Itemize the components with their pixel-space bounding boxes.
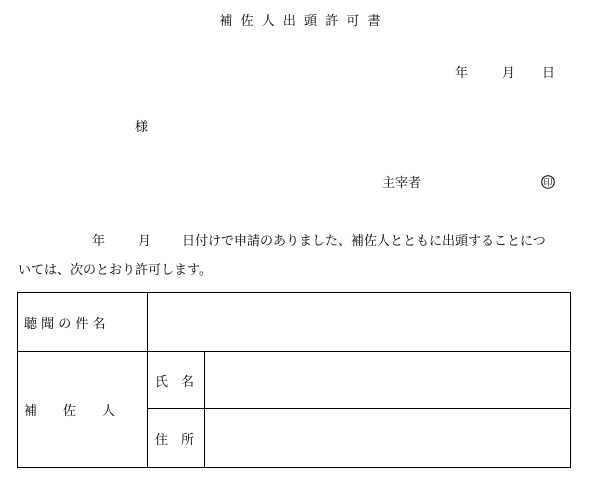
body-text-line2: いては、次のとおり許可します。 bbox=[18, 263, 212, 278]
body-text-rest: 日付けで申請のありました、補佐人とともに出頭することにつ bbox=[182, 234, 546, 249]
address-value bbox=[205, 409, 571, 468]
seal-text: 印 bbox=[543, 178, 553, 189]
body-month-label: 月 bbox=[138, 234, 152, 249]
date-year-label: 年 bbox=[455, 66, 469, 81]
body-year-label: 年 bbox=[92, 234, 106, 249]
seal-icon bbox=[541, 175, 555, 189]
addressee-honorific: 様 bbox=[135, 120, 149, 135]
permit-table bbox=[17, 292, 571, 468]
hearing-case-value bbox=[148, 293, 571, 352]
table-row-assistant-name bbox=[18, 352, 571, 409]
assistant-label: 補 佐 人 bbox=[18, 352, 148, 468]
date-month-label: 月 bbox=[502, 66, 516, 81]
address-label: 住 所 bbox=[148, 409, 205, 468]
name-label: 氏 名 bbox=[148, 352, 205, 409]
date-day-label: 日 bbox=[542, 66, 556, 81]
organizer-label: 主宰者 bbox=[382, 176, 422, 191]
document-title: 補 佐 人 出 頭 許 可 書 bbox=[219, 14, 383, 29]
name-value bbox=[205, 352, 571, 409]
table-row-hearing-case bbox=[18, 293, 571, 352]
hearing-case-label: 聴 聞 の 件 名 bbox=[18, 293, 148, 352]
